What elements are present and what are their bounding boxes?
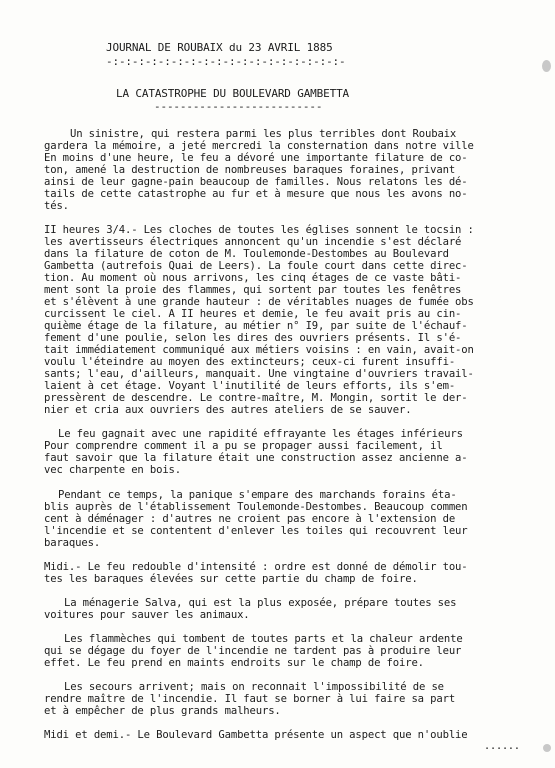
body-line: II heures 3/4.- Les cloches de toutes les églises sonnent le tocsin : — [44, 224, 474, 236]
body-line: et s'élèvent à une grande hauteur : de véritables nuages de fumée obs — [44, 296, 474, 308]
body-line: et à empêcher de plus grands malheurs. — [44, 705, 281, 717]
body-line: laient à cet étage. Voyant l'inutilité de leurs efforts, ils s'em- — [44, 380, 456, 392]
body-line: Le feu gagnait avec une rapidité effrayante les étages inférieurs — [58, 428, 463, 440]
body-line: gardera la mémoire, a jeté mercredi la consternation dans notre ville — [44, 140, 474, 152]
punch-hole-mark — [542, 60, 551, 72]
body-line: blis auprès de l'établissement Toulemonde-Destombes. Beaucoup commen — [44, 501, 468, 513]
body-line: cent à déménager : d'autres ne croient pas encore à l'extension de — [44, 513, 456, 525]
body-line: dans la filature de coton de M. Toulemonde-Destombes au Boulevard — [44, 248, 449, 260]
body-line: qui se dégage du foyer de l'incendie ne tardent pas à produire leur — [44, 645, 462, 657]
body-line: l'incendie et se contentent d'enlever les toiles qui recouvrent leur — [44, 525, 468, 537]
body-line: Pour comprendre comment il a pu se propager aussi facilement, il — [44, 440, 443, 452]
body-line: effet. Le feu prend en maints endroits sur le champ de foire. — [44, 657, 424, 669]
body-line: Les secours arrivent; mais on reconnait l'impossibilité de se — [64, 681, 444, 693]
article-title: LA CATASTROPHE DU BOULEVARD GAMBETTA — [116, 87, 350, 100]
body-line: ment sont la proie des flammes, qui sortent par toutes les fenêtres — [44, 284, 462, 296]
body-line: La ménagerie Salva, qui est la plus exposée, prépare toutes ses — [64, 597, 457, 609]
body-line: les avertisseurs électriques annoncent qu'un incendie s'est déclaré — [44, 236, 462, 248]
body-line: ainsi de leur gagne-pain beaucoup de familles. Nous relatons les dé- — [44, 176, 468, 188]
body-line: quième étage de la filature, au métier n° I9, par suite de l'échauf- — [44, 320, 468, 332]
body-line: baraques. — [44, 537, 101, 549]
body-line: En moins d'une heure, le feu a dévoré une importante filature de co- — [44, 152, 468, 164]
body-line: Midi et demi.- Le Boulevard Gambetta présente un aspect que n'oublie — [44, 729, 468, 741]
journal-header-underline: -:-:-:-:-:-:-:-:-:-:-:-:-:-:-:-:-:-:- — [106, 55, 346, 68]
journal-header: JOURNAL DE ROUBAIX du 23 AVRIL 1885 — [106, 41, 333, 54]
body-line: Pendant ce temps, la panique s'empare des marchands forains éta- — [58, 489, 457, 501]
body-line: Un sinistre, qui restera parmi les plus terribles dont Roubaix — [70, 128, 457, 140]
body-line: fement d'une poulie, selon les dires des ouvriers présents. Il s'é- — [44, 332, 462, 344]
body-line: pressèrent de descendre. Le contre-maître, M. Mongin, sortit le der- — [44, 392, 468, 404]
body-line: Gambetta (autrefois Quai de Leers). La foule court dans cette direc- — [44, 260, 468, 272]
body-line: sants; l'eau, d'ailleurs, manquait. Une vingtaine d'ouvriers travail- — [44, 368, 474, 380]
body-line: tait immédiatement communiqué aux métiers voisins : en vain, avait-on — [44, 344, 474, 356]
body-line: vec charpente en bois. — [44, 464, 182, 476]
article-title-underline: -------------------------- — [154, 100, 323, 113]
body-line: rendre maître de l'incendie. Il faut se borner à lui faire sa part — [44, 693, 456, 705]
body-line: faut savoir que la filature était une construction assez ancienne a- — [44, 452, 468, 464]
body-line: tion. Au moment où nous arrivons, les cinq étages de ce vaste bâti- — [44, 272, 462, 284]
body-line: tes les baraques élevées sur cette partie du champ de foire. — [44, 573, 418, 585]
body-line: nier et cria aux ouvriers des autres ateliers de se sauver. — [44, 404, 412, 416]
body-line: ton, amené la destruction de nombreuses baraques foraines, privant — [44, 164, 456, 176]
body-line: voulu l'éteindre au moyen des extincteurs; ceux-ci furent insuffi- — [44, 356, 456, 368]
body-line: Midi.- Le feu redouble d'intensité : ordre est donné de démolir tou- — [44, 561, 468, 573]
body-line: Les flammèches qui tombent de toutes parts et la chaleur ardente — [64, 633, 463, 645]
body-line: voitures pour sauver les animaux. — [44, 609, 250, 621]
body-line: tés. — [44, 200, 69, 212]
body-line: curcissent le ciel. A II heures et demie, le feu avait pris au cin- — [44, 308, 462, 320]
continuation-dots: ...... — [484, 741, 520, 752]
body-line: tails de cette catastrophe au fur et à mesure que nous les avons no- — [44, 188, 468, 200]
punch-hole-mark — [543, 744, 551, 752]
